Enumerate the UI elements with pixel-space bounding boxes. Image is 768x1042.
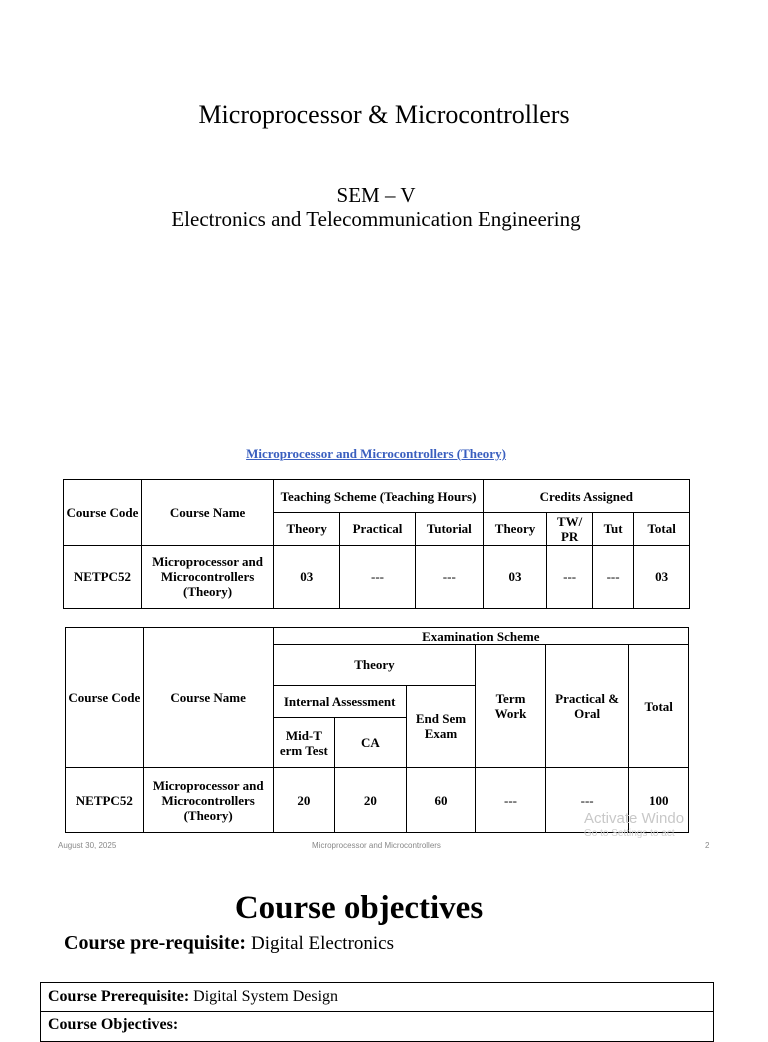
- theory-header: Theory: [273, 645, 476, 685]
- exam-course-code-header: Course Code: [66, 628, 144, 768]
- course-name-cell: Microprocessor and Microcontrollers (Theory): [141, 545, 273, 609]
- footer-title: Microprocessor and Microcontrollers: [312, 841, 441, 850]
- examination-scheme-table: [65, 627, 689, 833]
- value-ca: 20: [335, 768, 407, 833]
- prerequisite-label: Course pre-requisite:: [64, 932, 247, 954]
- sub-header-tutorial: Tutorial: [415, 513, 483, 545]
- value-theory: 03: [274, 545, 340, 609]
- course-code-cell: NETPC52: [64, 545, 142, 609]
- exam-course-name-cell: Microprocessor and Microcontrollers (Theory): [143, 768, 273, 833]
- value-credit-theory: 03: [483, 545, 547, 609]
- footer-page-number: 2: [705, 841, 710, 850]
- course-objectives-label: Course Objectives:: [48, 1016, 179, 1033]
- exam-total-header: Total: [629, 645, 689, 768]
- sub-header-total: Total: [634, 513, 690, 545]
- mid-term-test-header: Mid-T erm Test: [273, 717, 334, 767]
- teaching-scheme-header: Teaching Scheme (Teaching Hours): [274, 480, 483, 513]
- slide-title: Microprocessor & Microcontrollers: [198, 100, 570, 129]
- prerequisite-line: [64, 932, 394, 955]
- practical-oral-header: Practical & Oral: [545, 645, 629, 768]
- sub-header-practical: Practical: [340, 513, 416, 545]
- value-tw-pr: ---: [547, 545, 593, 609]
- ca-header: CA: [335, 717, 407, 767]
- semester-block: [0, 183, 752, 231]
- exam-course-code-cell: NETPC52: [66, 768, 144, 833]
- value-tutorial: ---: [415, 545, 483, 609]
- activation-watermark: Activate Windo: [584, 810, 685, 827]
- table-caption: Microprocessor and Microcontrollers (Theory): [246, 446, 506, 461]
- value-term-work: ---: [476, 768, 546, 833]
- prerequisite-box-row: [40, 982, 714, 1012]
- sub-header-tut: Tut: [592, 513, 633, 545]
- value-end-sem: 60: [406, 768, 476, 833]
- sub-header-credit-theory: Theory: [483, 513, 547, 545]
- box-prerequisite-value: Digital System Design: [193, 988, 339, 1005]
- course-code-header: Course Code: [64, 480, 142, 546]
- examination-scheme-header: Examination Scheme: [273, 628, 688, 645]
- credits-assigned-header: Credits Assigned: [483, 480, 689, 513]
- activation-watermark-sub: Go to Settings to act: [584, 828, 675, 839]
- value-practical: ---: [340, 545, 416, 609]
- exam-course-name-header: Course Name: [143, 628, 273, 768]
- sub-header-tw-pr: TW/ PR: [547, 513, 593, 545]
- internal-assessment-header: Internal Assessment: [273, 685, 406, 717]
- teaching-scheme-table: [63, 479, 690, 609]
- prerequisite-value: Digital Electronics: [251, 933, 394, 954]
- value-exam-total: 100: [629, 768, 689, 833]
- value-practical-oral: ---: [545, 768, 629, 833]
- term-work-header: Term Work: [476, 645, 546, 768]
- end-sem-exam-header: End Sem Exam: [406, 685, 476, 768]
- value-tut: ---: [592, 545, 633, 609]
- department-label: Electronics and Telecommunication Engineering: [171, 207, 581, 231]
- semester-label: SEM – V: [336, 183, 416, 207]
- value-total: 03: [634, 545, 690, 609]
- course-objectives-title: Course objectives: [234, 890, 484, 926]
- footer-date: August 30, 2025: [58, 841, 117, 850]
- sub-header-theory: Theory: [274, 513, 340, 545]
- course-name-header: Course Name: [141, 480, 273, 546]
- box-prerequisite-label: Course Prerequisite:: [48, 988, 190, 1005]
- value-mid-term: 20: [273, 768, 334, 833]
